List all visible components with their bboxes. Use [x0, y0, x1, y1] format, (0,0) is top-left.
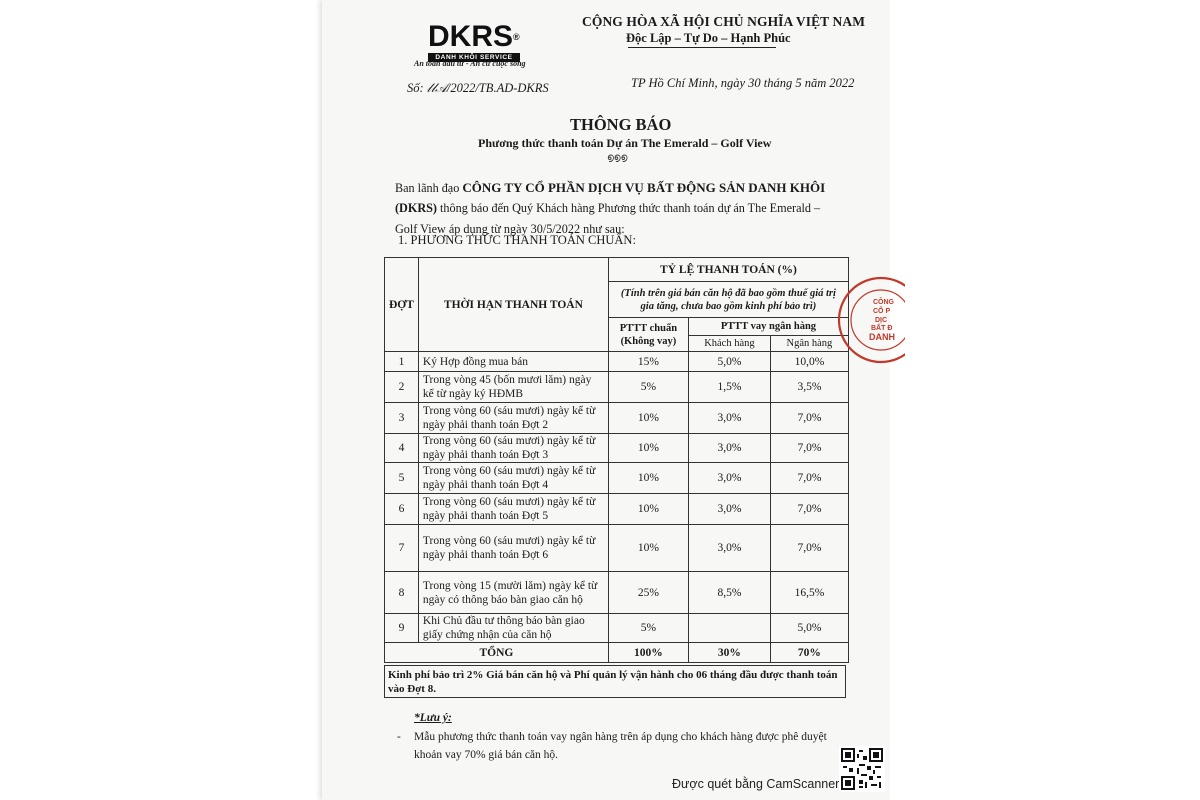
table-row	[385, 352, 849, 372]
table-row	[385, 372, 849, 403]
ornament-divider: ൭൭൭	[607, 152, 628, 163]
row-dot: 5	[385, 463, 419, 494]
row-dot: 4	[385, 434, 419, 463]
row-khach-hang: 3,0%	[688, 434, 770, 463]
table-total-row	[385, 643, 849, 663]
maintenance-fee-note: Kinh phí bảo trì 2% Giá bán căn hộ và Phí quản lý vận hành cho 06 tháng đầu được thanh toán vào Đợt 8.	[384, 665, 846, 698]
header-note: (Tính trên giá bán căn hộ đã bao gồm thuế giá trị gia tăng, chưa bao gồm kinh phí bảo trì)	[608, 282, 848, 318]
table-header-row	[385, 258, 849, 282]
row-dot: 7	[385, 525, 419, 572]
row-khach-hang: 5,0%	[688, 352, 770, 372]
notes-bullet: -	[397, 731, 401, 743]
header-ty-le: TỶ LỆ THANH TOÁN (%)	[608, 258, 848, 282]
table-row	[385, 403, 849, 434]
company-seal-stamp	[833, 272, 905, 368]
header-thoi-han: THỜI HẠN THANH TOÁN	[418, 258, 608, 352]
intro-line-1	[395, 177, 825, 199]
intro-line-3: Golf View áp dụng từ ngày 30/5/2022 như sau:	[395, 222, 625, 236]
table-row	[385, 572, 849, 614]
row-desc: Ký Hợp đồng mua bán	[418, 352, 608, 372]
row-desc: Trong vòng 60 (sáu mươi) ngày kể từ ngày phải thanh toán Đợt 3	[418, 434, 608, 463]
total-khach-hang: 30%	[688, 643, 770, 663]
header-pttt-vay: PTTT vay ngân hàng	[688, 318, 848, 336]
row-khach-hang: 1,5%	[688, 372, 770, 403]
intro-text: thông báo đến Quý Khách hàng Phương thức thanh toán dự án The Emerald –	[436, 201, 821, 215]
row-khach-hang: 3,0%	[688, 525, 770, 572]
logo-subtitle: DANH KHÔI SERVICE	[428, 53, 520, 62]
row-chuan: 5%	[608, 372, 688, 403]
svg-text:CỔ P: CỔ P	[873, 308, 891, 315]
notes-text: Mẫu phương thức thanh toán vay ngân hàng trên áp dụng cho khách hàng được phê duyệt khoản vay 70% giá bán căn hộ.	[414, 731, 827, 761]
document-date: TP Hồ Chí Minh, ngày 30 tháng 5 năm 2022	[631, 76, 855, 90]
notes-title: *Lưu ý:	[414, 712, 452, 724]
table-row	[385, 494, 849, 525]
table-row	[385, 614, 849, 643]
svg-text:CÔNG: CÔNG	[873, 299, 894, 306]
svg-text:BẤT Đ: BẤT Đ	[871, 325, 893, 332]
nation-heading: CỘNG HÒA XÃ HỘI CHỦ NGHĨA VIỆT NAM	[582, 14, 866, 29]
row-khach-hang: 3,0%	[688, 403, 770, 434]
national-motto: Độc Lập – Tự Do – Hạnh Phúc	[626, 31, 791, 45]
camscanner-watermark: Được quét bằng CamScanner	[672, 777, 840, 791]
total-chuan: 100%	[608, 643, 688, 663]
row-dot: 3	[385, 403, 419, 434]
row-desc: Trong vòng 60 (sáu mươi) ngày kể từ ngày phải thanh toán Đợt 4	[418, 463, 608, 494]
document-number: Số: 𝓁𝓁𝒜/2022/TB.AD-DKRS	[407, 81, 549, 95]
table-row	[385, 525, 849, 572]
row-ngan-hang: 7,0%	[770, 434, 848, 463]
row-ngan-hang: 7,0%	[770, 494, 848, 525]
row-khach-hang: 8,5%	[688, 572, 770, 614]
company-abbr: (DKRS)	[395, 201, 437, 215]
row-desc: Trong vòng 15 (mười lăm) ngày kể từ ngày có thông báo bàn giao căn hộ	[418, 572, 608, 614]
row-ngan-hang: 3,5%	[770, 372, 848, 403]
row-chuan: 15%	[608, 352, 688, 372]
row-desc: Khi Chủ đầu tư thông báo bàn giao giấy chứng nhận của căn hộ	[418, 614, 608, 643]
table-row	[385, 434, 849, 463]
row-desc: Trong vòng 60 (sáu mươi) ngày kể từ ngày phải thanh toán Đợt 6	[418, 525, 608, 572]
qr-code-icon	[839, 746, 885, 792]
document-subtitle: Phương thức thanh toán Dự án The Emerald – Golf View	[478, 136, 772, 150]
total-label: TỔNG	[385, 643, 609, 663]
row-khach-hang: 3,0%	[688, 494, 770, 525]
row-ngan-hang: 16,5%	[770, 572, 848, 614]
row-dot: 8	[385, 572, 419, 614]
row-ngan-hang: 7,0%	[770, 463, 848, 494]
motto-underline	[628, 47, 776, 48]
intro-line-2	[395, 198, 820, 219]
row-chuan: 5%	[608, 614, 688, 643]
row-dot: 6	[385, 494, 419, 525]
row-desc: Trong vòng 60 (sáu mươi) ngày kể từ ngày phải thanh toán Đợt 2	[418, 403, 608, 434]
logo-slogan: An toàn đầu tư - An cư cuộc sống	[414, 59, 526, 68]
dkrs-logo	[428, 22, 520, 62]
row-desc: Trong vòng 60 (sáu mươi) ngày kể từ ngày phải thanh toán Đợt 5	[418, 494, 608, 525]
row-ngan-hang: 7,0%	[770, 403, 848, 434]
row-ngan-hang: 5,0%	[770, 614, 848, 643]
header-khach-hang: Khách hàng	[688, 336, 770, 352]
row-chuan: 25%	[608, 572, 688, 614]
row-dot: 2	[385, 372, 419, 403]
svg-text:DANH: DANH	[869, 332, 895, 342]
company-name: CÔNG TY CỔ PHẦN DỊCH VỤ BẤT ĐỘNG SẢN DANH KHÔI	[462, 180, 826, 195]
header-ngan-hang: Ngân hàng	[770, 336, 848, 352]
section-heading: 1. PHƯƠNG THỨC THANH TOÁN CHUẨN:	[398, 233, 636, 247]
row-khach-hang: 3,0%	[688, 463, 770, 494]
total-ngan-hang: 70%	[770, 643, 848, 663]
row-khach-hang	[688, 614, 770, 643]
row-chuan: 10%	[608, 403, 688, 434]
row-ngan-hang: 10,0%	[770, 352, 848, 372]
logo-registered-mark: ®	[513, 32, 520, 42]
header-dot: ĐỢT	[385, 258, 419, 352]
row-desc: Trong vòng 45 (bốn mươi lăm) ngày kể từ ngày ký HĐMB	[418, 372, 608, 403]
table-row	[385, 463, 849, 494]
row-dot: 1	[385, 352, 419, 372]
row-chuan: 10%	[608, 463, 688, 494]
row-chuan: 10%	[608, 494, 688, 525]
logo-text: DKRS	[428, 20, 514, 53]
document-title: THÔNG BÁO	[570, 115, 672, 134]
row-dot: 9	[385, 614, 419, 643]
row-ngan-hang: 7,0%	[770, 525, 848, 572]
svg-text:DỊC: DỊC	[875, 317, 888, 324]
payment-schedule-table	[384, 257, 849, 663]
intro-text: Ban lãnh đạo	[395, 181, 463, 195]
row-chuan: 10%	[608, 525, 688, 572]
header-pttt-chuan: PTTT chuẩn (Không vay)	[608, 318, 688, 352]
row-chuan: 10%	[608, 434, 688, 463]
